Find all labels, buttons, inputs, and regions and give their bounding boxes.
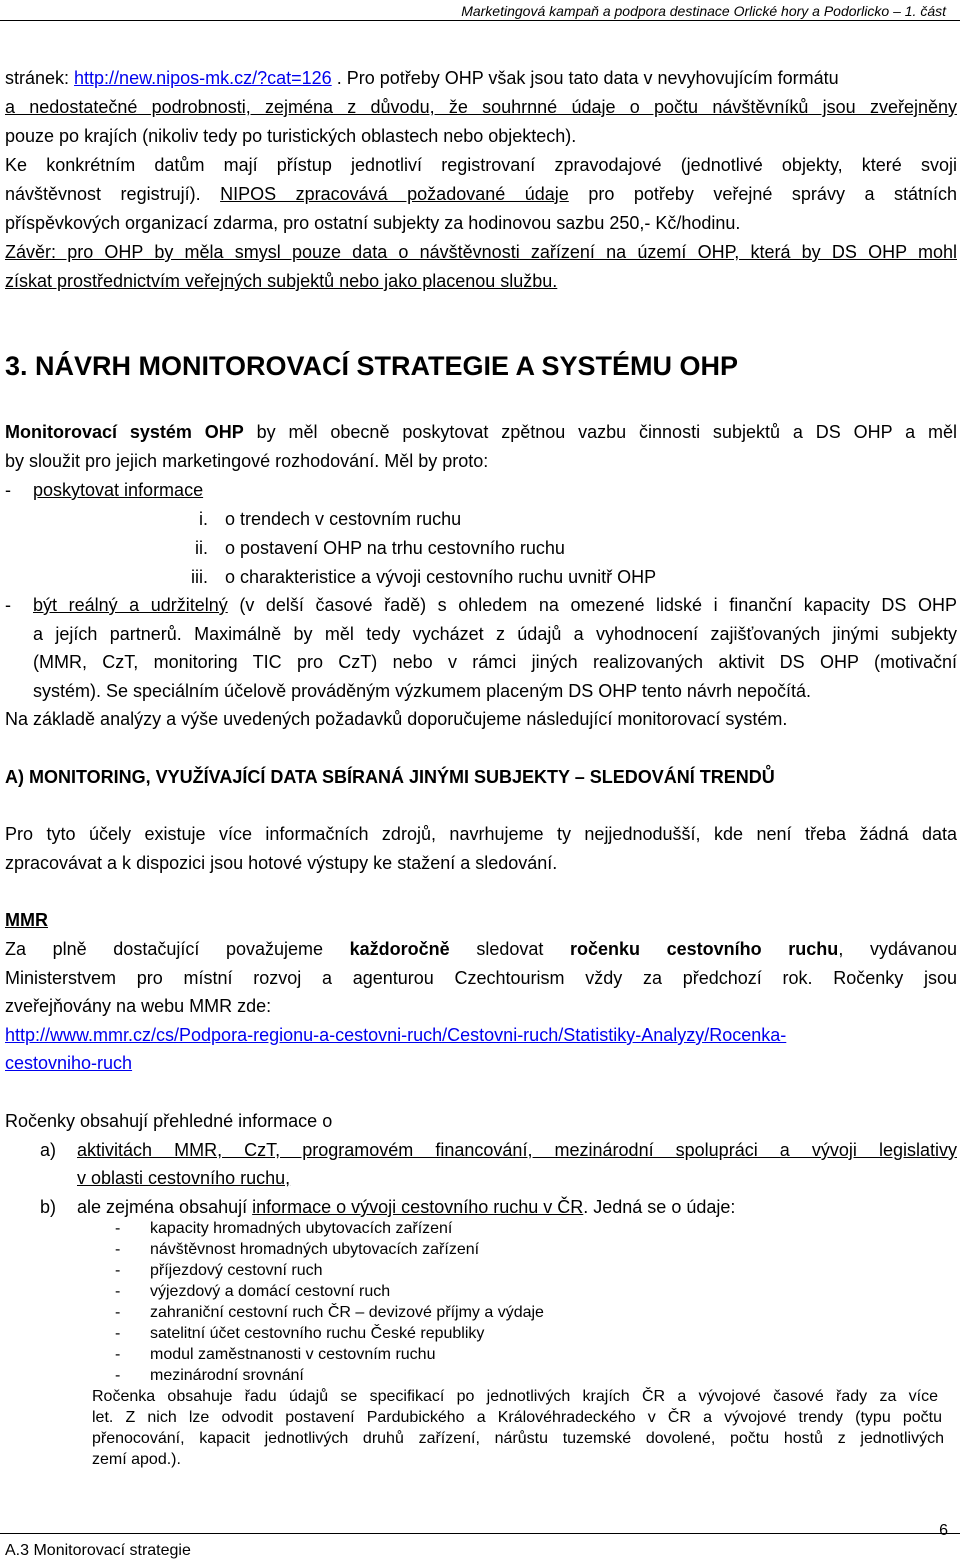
- section-heading: 3. NÁVRH MONITOROVACÍ STRATEGIE A SYSTÉMU OHP: [5, 351, 739, 381]
- list-a-line-1: aktivitách MMR, CzT, programovém financování, mezinárodní spolupráci a vývoji legislativy: [77, 1140, 957, 1160]
- intro-text: stránek:: [5, 68, 75, 88]
- item-dash: -: [115, 1241, 121, 1258]
- bullet-dash: -: [5, 480, 11, 500]
- roman-num: i.: [199, 509, 208, 529]
- list-label-a: a): [40, 1140, 57, 1160]
- section-p1-line-2: by sloužit pro jejich marketingové rozhodování. Měl by proto:: [5, 451, 489, 471]
- intro-p2-line-2: [5, 182, 957, 206]
- roman-num: iii.: [191, 567, 208, 587]
- bold-term: Monitorovací systém OHP: [5, 422, 244, 442]
- yearbook-contains: Ročenky obsahují přehledné informace o: [5, 1111, 333, 1131]
- intro-line-1: [5, 66, 839, 90]
- conclusion-line-2: získat prostřednictvím veřejných subjektů nebo jako placenou službu.: [5, 271, 558, 291]
- item-dash: -: [115, 1262, 121, 1279]
- data-item: kapacity hromadných ubytovacích zařízení: [150, 1220, 453, 1237]
- bullet-1: poskytovat informace: [33, 480, 204, 500]
- note-line-1: Ročenka obsahuje řadu údajů se specifikací po jednotlivých krajích ČR a vývojové časové řady za více: [92, 1388, 938, 1405]
- text: , vydávanou: [838, 939, 958, 959]
- text: pro potřeby veřejné správy a státních: [568, 184, 957, 204]
- data-item: satelitní účet cestovního ruchu České republiky: [150, 1325, 485, 1342]
- bullet-2-line-2: a jejích partnerů. Maximálně by měl tedy vycházet z údajů a vyhodnocení zajišťovaných jinými subjekty: [33, 624, 957, 644]
- mmr-line-2: Ministerstvem pro místní rozvoj a agenturou Czechtourism vždy za předchozí rok. Ročenky jsou: [5, 968, 957, 988]
- note-line-2: let. Z nich lze odvodit postavení Pardubického a Královéhradeckého v ČR a vývojové trendy (typu počtu: [92, 1409, 942, 1426]
- text: . Jedná se o údaje:: [583, 1197, 736, 1217]
- roman-item: o postavení OHP na trhu cestovního ruchu: [225, 538, 565, 558]
- data-item: modul zaměstnanosti v cestovním ruchu: [150, 1346, 436, 1363]
- intro-line-2: a nedostatečné podrobnosti, zejména z důvodu, že souhrnné údaje o počtu návštěvníků jsou zveřejněny: [5, 97, 957, 117]
- bullet-2-line-1: [33, 593, 957, 617]
- intro-p2-line-3: příspěvkových organizací zdarma, pro ostatní subjekty za hodinovou sazbu 250,- Kč/hodinu.: [5, 213, 741, 233]
- item-dash: -: [115, 1367, 121, 1384]
- bold-term: ročenku cestovního ruchu: [570, 939, 839, 959]
- conclusion-line-1: Závěr: pro OHP by měla smysl pouze data o návštěvnosti zařízení na území OHP, která by DS OHP mohl: [5, 242, 957, 262]
- nipos-underlined: NIPOS zpracovává požadované údaje: [220, 184, 569, 204]
- text: by měl obecně poskytovat zpětnou vazbu činnosti subjektů a DS OHP a měl: [243, 422, 958, 442]
- subsection-a-line-2: zpracovávat a k dispozici jsou hotové výstupy ke stažení a sledování.: [5, 853, 558, 873]
- bold-term: každoročně: [349, 939, 450, 959]
- intro-text: . Pro potřeby OHP však jsou tato data v nevyhovujícím formátu: [331, 68, 839, 88]
- note-line-4: zemí apod.).: [92, 1451, 181, 1468]
- mmr-line-3: zveřejňovány na webu MMR zde:: [5, 996, 272, 1016]
- bullet-2-line-4: systém). Se speciálním účelově prováděným výzkumem placeným DS OHP tento návrh nepočítá.: [33, 681, 812, 701]
- underlined-term: informace o vývoji cestovního ruchu v ČR: [252, 1197, 584, 1217]
- text: návštěvnost registrují).: [5, 184, 221, 204]
- list-label-b: b): [40, 1197, 57, 1217]
- mmr-link-line-2[interactable]: cestovniho-ruch: [5, 1053, 133, 1073]
- bullet-2-line-3: (MMR, CzT, monitoring TIC pro CzT) nebo v rámci jiných realizovaných aktivit DS OHP (motivační: [33, 652, 957, 672]
- item-dash: -: [115, 1346, 121, 1363]
- subsection-a-heading: A) MONITORING, VYUŽÍVAJÍCÍ DATA SBÍRANÁ JINÝMI SUBJEKTY – SLEDOVÁNÍ TRENDŮ: [5, 767, 775, 787]
- underlined-term: být reálný a udržitelný: [33, 595, 228, 615]
- page-number: 6: [939, 1522, 948, 1539]
- roman-item: o trendech v cestovním ruchu: [225, 509, 462, 529]
- data-item: mezinárodní srovnání: [150, 1367, 304, 1384]
- item-dash: -: [115, 1304, 121, 1321]
- list-a-line-2: v oblasti cestovního ruchu,: [77, 1168, 291, 1188]
- mmr-link-line-1[interactable]: http://www.mmr.cz/cs/Podpora-regionu-a-cestovni-ruch/Cestovni-ruch/Statistiky-Analyzy/Rocenka-: [5, 1025, 787, 1045]
- footer-rule: [0, 1533, 960, 1534]
- intro-line-3: pouze po krajích (nikoliv tedy po turistických oblastech nebo objektech).: [5, 126, 577, 146]
- roman-item: o charakteristice a vývoji cestovního ruchu uvnitř OHP: [225, 567, 657, 587]
- page-header: [0, 0, 960, 21]
- section-conclusion: Na základě analýzy a výše uvedených požadavků doporučujeme následující monitorovací systém.: [5, 709, 788, 729]
- data-item: příjezdový cestovní ruch: [150, 1262, 323, 1279]
- intro-p2-line-1: Ke konkrétním datům mají přístup jednotliví registrovaní zpravodajové (jednotlivé objekty, které svoji: [5, 155, 957, 175]
- item-dash: -: [115, 1325, 121, 1342]
- bullet-dash: -: [5, 595, 11, 615]
- mmr-line-1: [5, 937, 957, 961]
- nipos-link[interactable]: http://new.nipos-mk.cz/?cat=126: [74, 68, 332, 88]
- item-dash: -: [115, 1220, 121, 1237]
- section-p1-line-1: [5, 420, 957, 444]
- list-b-line: [77, 1195, 735, 1219]
- text: (v delší časové řadě) s ohledem na omezené lidské i finanční kapacity DS OHP: [227, 595, 957, 615]
- text: sledovat: [449, 939, 570, 959]
- footer-label: A.3 Monitorovací strategie: [5, 1542, 191, 1559]
- data-item: zahraniční cestovní ruch ČR – devizové příjmy a výdaje: [150, 1304, 544, 1321]
- mmr-title: MMR: [5, 910, 48, 930]
- subsection-a-line-1: Pro tyto účely existuje více informačních zdrojů, navrhujeme ty nejjednodušší, kde není třeba žádná data: [5, 824, 957, 844]
- data-item: výjezdový a domácí cestovní ruch: [150, 1283, 391, 1300]
- text: ale zejména obsahují: [77, 1197, 253, 1217]
- item-dash: -: [115, 1283, 121, 1300]
- roman-num: ii.: [195, 538, 208, 558]
- text: Za plně dostačující považujeme: [5, 939, 350, 959]
- running-title: Marketingová kampaň a podpora destinace Orlické hory a Podorlicko – 1. část: [461, 3, 946, 19]
- note-line-3: přenocování, kapacit jednotlivých druhů zařízení, nárůstu tuzemské dovolené, počtu hostů z jednotlivých: [92, 1430, 944, 1447]
- data-item: návštěvnost hromadných ubytovacích zařízení: [150, 1241, 480, 1258]
